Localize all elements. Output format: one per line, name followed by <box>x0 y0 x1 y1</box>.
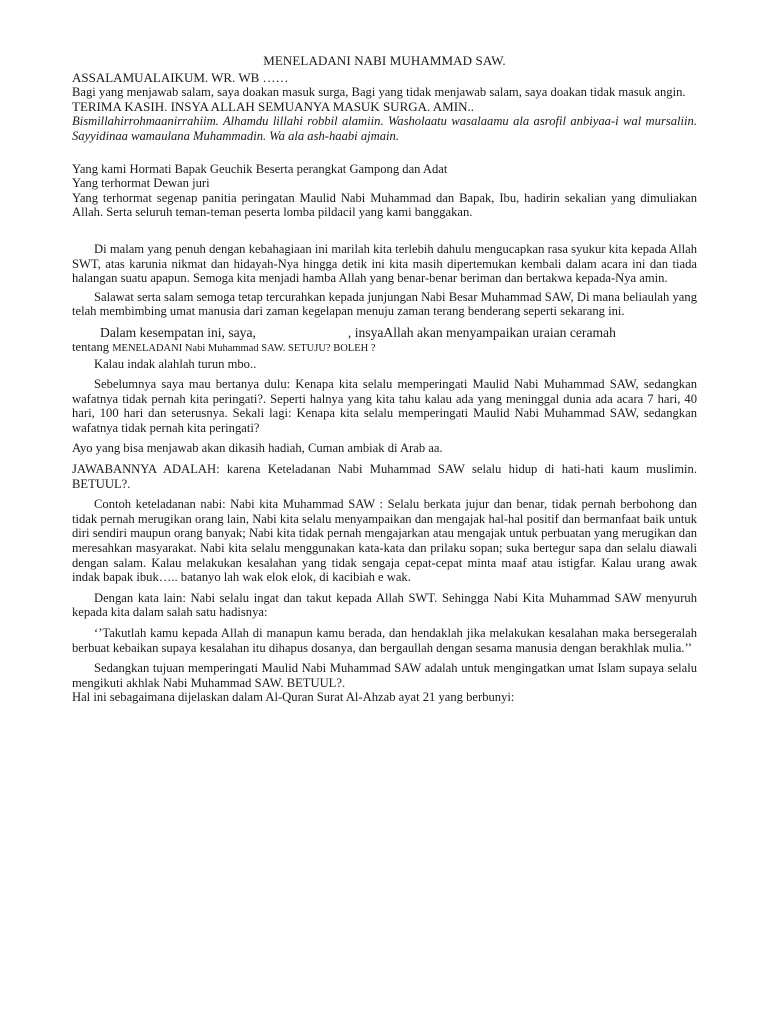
paragraph-hal: Hal ini sebagaimana dijelaskan dalam Al-Quran Surat Al-Ahzab ayat 21 yang berbunyi: <box>72 690 515 705</box>
document-page <box>72 54 697 705</box>
paragraph-jawaban: JAWABANNYA ADALAH: karena Keteladanan Nabi Muhammad SAW selalu hidup di hati-hati kaum muslimin. BETUUL?. <box>72 462 697 491</box>
arabic-opening: Bismillahirrohmaanirrahiim. Alhamdu lillahi robbil alamiin. Washolaatu wasalaamu ala asrofil anbiyaa-i wal mursaliin. Sayyidinaa wamaulana Muhammadin. Wa ala ash-haabi ajmain. <box>72 114 697 143</box>
paragraph-dengan: Dengan kata lain: Nabi selalu ingat dan takut kepada Allah SWT. Sehingga Nabi Kita Muhammad SAW menyuruh kepada kita dalam salah satu hadisnya: <box>72 590 697 620</box>
paragraph-syukur: Di malam yang penuh dengan kebahagiaan ini marilah kita terlebih dahulu mengucapkan rasa syukur kita kepada Allah SWT, atas karunia nikmat dan hidayah-Nya hingga detik ini kita masih dipertemukan kembali dalam acara ini dan tiada halangan suatu apapun. Semoga kita menjadi hamba Allah yang benar-benar beriman dan bertakwa kepada-Nya amin. <box>72 241 697 286</box>
kesempatan-end: , insyaAllah akan menyampaikan uraian ceramah <box>347 324 616 340</box>
kesempatan-start: Dalam kesempatan ini, saya, <box>100 324 256 340</box>
honor-line-1: Yang kami Hormati Bapak Geuchik Beserta perangkat Gampong dan Adat <box>72 161 448 176</box>
paragraph-hadis: ‘’Takutlah kamu kepada Allah di manapun kamu berada, dan hendaklah jika melakukan kesalahan maka bersegeralah berbuat kebaikan supaya kesalahan itu dihapus dosanya, dan bergaullah dengan sesama manusia dengan berakhlak mulia.’’ <box>72 626 697 655</box>
paragraph-salawat: Salawat serta salam semoga tetap tercurahkan kepada junjungan Nabi Besar Muhammad SAW, Di mana beliaulah yang telah membimbing umat manusia dari zaman kegelapan menuju zaman terang benderang seperti sekarang ini. <box>72 289 697 319</box>
document-title: MENELADANI NABI MUHAMMAD SAW. <box>263 53 506 68</box>
paragraph-tujuan: Sedangkan tujuan memperingati Maulid Nabi Muhammad SAW adalah untuk mengingatkan umat Islam supaya selalu mengikuti akhlak Nabi Muhammad SAW. BETUUL?. <box>72 661 697 690</box>
paragraph-contoh: Contoh keteladanan nabi: Nabi kita Muhammad SAW : Selalu berkata jujur dan benar, tidak pernah berbohong dan tidak pernah merugikan orang lain, Nabi kita selalu menyampaikan dan mengajak hal-hal positif dan bermanfaat baik untuk diri sendiri maupun orang banyak; Nabi kita tidak pernah mengajarkan atau mengajak untuk perbuatan yang merugikan dan meresahkan masyarakat. Nabi kita selalu menggunakan kata-kata dan prilaku sopan; suka bertegur sapa dan selalu diawali dengan salam. Kalau melakukan kesalahan yang tidak sengaja cepat-cepat minta maaf atau istigfar. Kalau urang awak indak bapak ibuk….. batanyo lah wak elok elok, di kacibiah e wak. <box>72 497 697 585</box>
tentang-prefix: tentang <box>72 339 113 354</box>
thanks-line: TERIMA KASIH. INSYA ALLAH SEMUANYA MASUK SURGA. AMIN.. <box>72 98 474 114</box>
paragraph-ayo: Ayo yang bisa menjawab akan dikasih hadiah, Cuman ambiak di Arab aa. <box>72 441 443 456</box>
paragraph-salam: Bagi yang menjawab salam, saya doakan masuk surga, Bagi yang tidak menjawab salam, saya doakan tidak masuk angin. <box>72 85 686 100</box>
paragraph-tentang <box>72 340 697 357</box>
paragraph-kalau: Kalau indak alahlah turun mbo.. <box>94 356 257 371</box>
greeting: ASSALAMUALAIKUM. WR. WB …… <box>72 69 289 85</box>
paragraph-sebelumnya: Sebelumnya saya mau bertanya dulu: Kenapa kita selalu memperingati Maulid Nabi Muhammad SAW, sedangkan wafatnya tidak pernah kita peringati?. Seperti halnya yang kita tahu kalau ada yang meninggal dunia ada acara 7 hari, 40 hari, 100 hari dan seterusnya. Sekali lagi: Kenapa kita selalu memperingati Maulid Nabi Muhammad SAW, sedangkan wafatnya tidak pernah kita peringati? <box>72 377 697 435</box>
paragraph-kesempatan <box>72 325 697 340</box>
honor-line-2: Yang terhormat Dewan juri <box>72 176 210 191</box>
honor-line-3: Yang terhormat segenap panitia peringatan Maulid Nabi Muhammad dan Bapak, Ibu, hadirin sekalian yang dimuliakan Allah. Serta seluruh teman-teman peserta lomba pildacil yang kami banggakan. <box>72 190 697 220</box>
tentang-topic: MENELADANI Nabi Muhammad SAW. SETUJU? BOLEH ? <box>112 342 376 354</box>
